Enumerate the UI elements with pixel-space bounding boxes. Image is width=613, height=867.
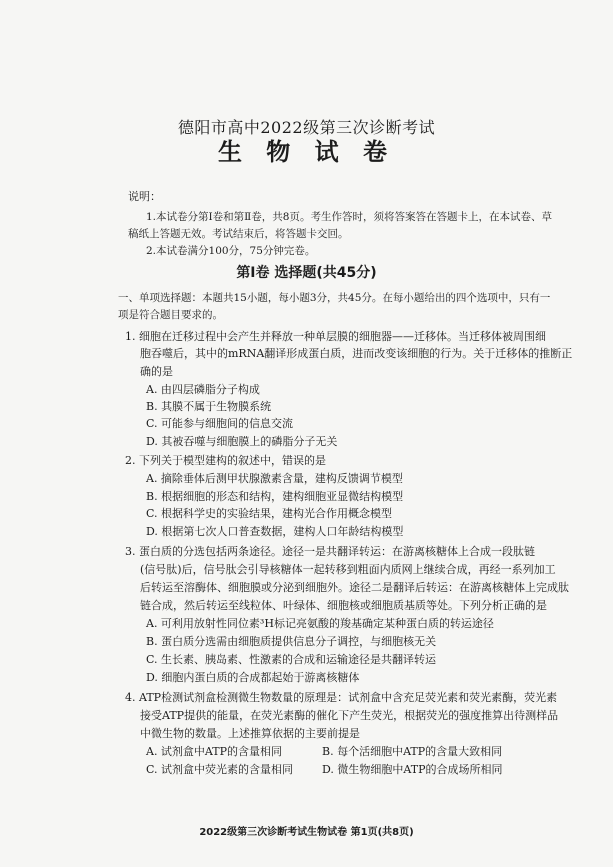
- q4-stem-1: 4. ATP检测试剂盒检测微生物数量的原理是：试剂盒中含充足荧光素和荧光素酶，荧光素: [125, 691, 558, 704]
- exam-title: 德阳市高中2022级第三次诊断考试: [177, 118, 436, 137]
- subject-title: 生 物 试 卷: [217, 138, 396, 166]
- q2-option-a: A. 摘除垂体后测甲状腺激素含量，建构反馈调节模型: [146, 472, 403, 485]
- q1-option-d: D. 其被吞噬与细胞膜上的磷脂分子无关: [146, 435, 338, 448]
- q4-option-a: A. 试剂盒中ATP的含量相同: [146, 745, 283, 758]
- q2-option-d: D. 根据第七次人口普查数据，建构人口年龄结构模型: [146, 525, 404, 538]
- q2-option-b: B. 根据细胞的形态和结构，建构细胞亚显微结构模型: [146, 490, 404, 503]
- instruction-line-2: 2.本试卷满分100分，75分钟完卷。: [146, 245, 316, 257]
- q1-stem-1: 1. 细胞在迁移过程中会产生并释放一种单层膜的细胞器——迁移体。当迁移体被周围细: [125, 330, 546, 343]
- q4-option-d: D. 微生物细胞中ATP的合成场所相同: [322, 763, 503, 776]
- q3-stem-1: 3. 蛋白质的分选包括两条途径。途径一是共翻译转运：在游离核糖体上合成一段肽链: [125, 545, 535, 558]
- q1-option-c: C. 可能参与细胞间的信息交流: [146, 417, 294, 430]
- q3-stem-4: 链合成，然后转运至线粒体、叶绿体、细胞核或细胞质基质等处。下列分析正确的是: [140, 599, 547, 612]
- q1-option-b: B. 其膜不属于生物膜系统: [146, 400, 272, 413]
- q4-stem-2: 接受ATP提供的能量，在荧光素酶的催化下产生荧光，根据荧光的强度推算出待测样品: [140, 709, 559, 722]
- q1-stem-2: 胞吞噬后，其中的mRNA翻译形成蛋白质，进而改变该细胞的行为。关于迁移体的推断正: [140, 347, 573, 360]
- q2-option-c: C. 根据科学史的实验结果，建构光合作用概念模型: [146, 507, 393, 520]
- instructions-label: 说明：: [128, 190, 161, 203]
- section-instruction: 一、单项选择题：本题共15小题，每小题3分，共45分。在每小题给出的四个选项中，只有一: [118, 292, 551, 304]
- q3-stem-2: (信号肽)后，信号肽会引导核糖体一起转移到粗面内质网上继续合成，再经一系列加工: [140, 563, 556, 576]
- instruction-line-1b: 稿纸上答题无效。考试结束后，将答题卡交回。: [128, 228, 349, 240]
- q4-stem-3: 中微生物的数量。上述推算依据的主要前提是: [140, 727, 360, 740]
- q3-option-d: D. 细胞内蛋白质的合成都起始于游离核糖体: [146, 671, 360, 684]
- instruction-line-1: 1.本试卷分第Ⅰ卷和第Ⅱ卷，共8页。考生作答时，须将答案答在答题卡上，在本试卷、草: [146, 211, 552, 223]
- section-instruction-b: 项是符合题目要求的。: [118, 309, 223, 321]
- q3-option-c: C. 生长素、胰岛素、性激素的合成和运输途径是共翻译转运: [146, 653, 437, 666]
- q4-option-c: C. 试剂盒中荧光素的含量相同: [146, 763, 294, 776]
- q1-stem-3: 确的是: [140, 365, 173, 378]
- q2-stem-1: 2. 下列关于模型建构的叙述中，错误的是: [125, 454, 326, 467]
- q3-stem-3: 后转运至溶酶体、细胞膜或分泌到细胞外。途径二是翻译后转运：在游离核糖体上完成肽: [140, 581, 569, 594]
- page-footer: 2022级第三次诊断考试生物试卷 第1页(共8页): [199, 827, 414, 838]
- q1-option-a: A. 由四层磷脂分子构成: [146, 383, 260, 396]
- section-title: 第Ⅰ卷 选择题(共45分): [236, 265, 377, 281]
- q3-option-a: A. 可利用放射性同位素³H标记亮氨酸的羧基确定某种蛋白质的转运途径: [146, 617, 494, 630]
- q3-option-b: B. 蛋白质分选需由细胞质提供信息分子调控，与细胞核无关: [146, 635, 437, 648]
- q4-option-b: B. 每个活细胞中ATP的含量大致相同: [322, 745, 503, 758]
